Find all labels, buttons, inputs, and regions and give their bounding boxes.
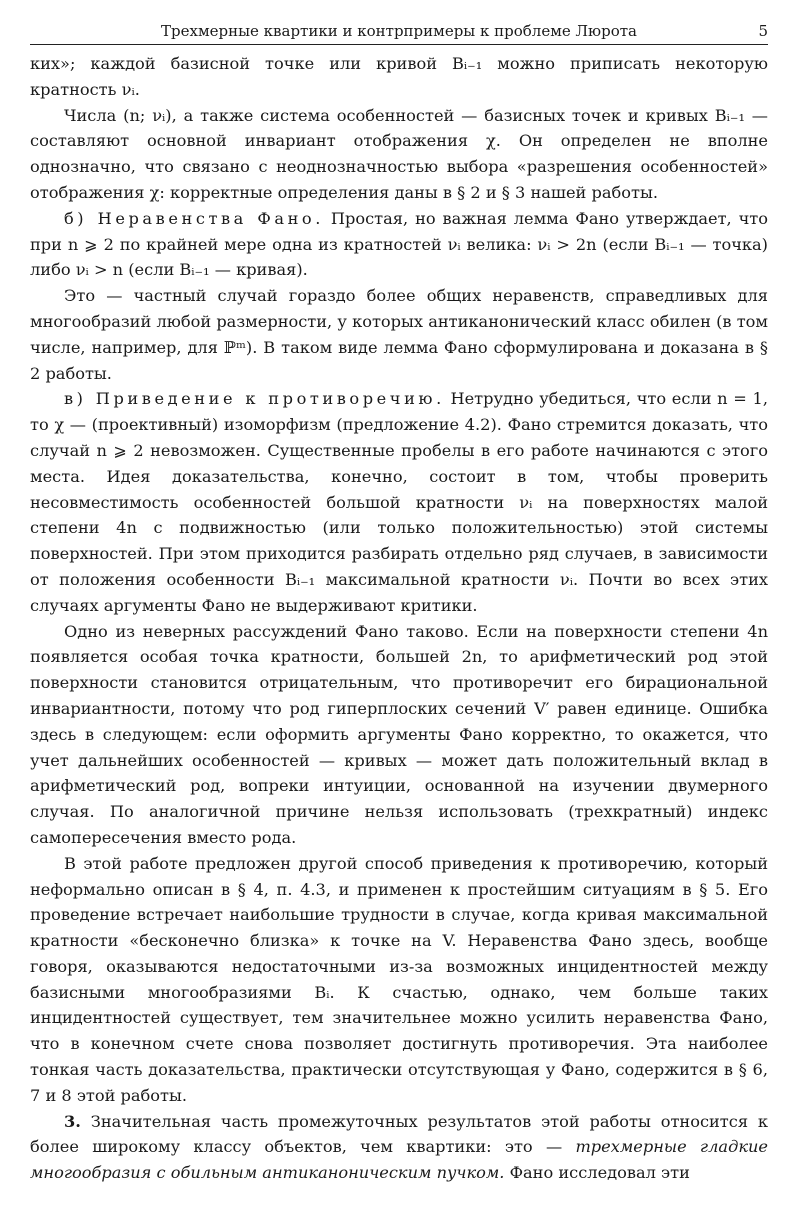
paragraph <box>30 619 768 851</box>
paragraph-text: Это — частный случай гораздо более общих неравенств, справедливых для многообразий любой размерности, у которых антиканонический класс обилен (в том числе, например, для ℙᵐ). В таком виде лемма Фано сформулирована и доказана в § 2 работы. <box>30 286 768 383</box>
paragraph-text: Числа (n; νᵢ), а также система особенностей — базисных точек и кривых Bᵢ₋₁ — составляют основной инвариант отображения χ. Он определен не вполне однозначно, что связано с неоднозначностью выбора «разрешения особенностей» отображения χ: корректные определения даны в § 2 и § 3 нашей работы. <box>30 105 768 202</box>
body-text <box>30 51 768 1186</box>
page <box>30 18 768 1186</box>
section-lead: б) Неравенства Фано. <box>64 208 324 228</box>
paragraph <box>30 283 768 386</box>
paragraph-text: Значительная часть промежуточных результатов этой работы относится к более широкому классу объектов, чем квартики: это — <box>30 1111 768 1157</box>
paragraph <box>30 103 768 206</box>
paragraph <box>30 851 768 1109</box>
paragraph-text: Одно из неверных рассуждений Фано таково. Если на поверхности степени 4n появляется особая точка кратности, большей 2n, то арифметический род этой поверхности становится отрицательным, что противоречит его бирациональной инвариантности, потому что род гиперплоских сечений V′ равен единице. Ошибка здесь в следующем: если оформить аргументы Фано корректно, то окажется, что учет дальнейших особенностей — кривых — может дать положительный вклад в арифметический род, вопреки интуиции, основанной на изучении двумерного случая. По аналогичной причине нельзя использовать (трехкратный) индекс самопересечения вместо рода. <box>30 621 768 847</box>
paragraph-text: ких»; каждой базисной точке или кривой Bᵢ₋₁ можно приписать некоторую кратность νᵢ. <box>30 54 768 99</box>
paragraph <box>30 51 768 103</box>
running-title: Трехмерные квартики и контрпримеры к проблеме Люрота <box>161 22 637 40</box>
running-header <box>30 18 768 45</box>
section-lead: в) Приведение к противоречию. <box>64 389 445 409</box>
paragraph <box>30 206 768 283</box>
section-number: 3. <box>64 1111 81 1131</box>
paragraph-text: Простая, но важная лемма Фано утверждает, что при n ⩾ 2 по крайней мере одна из кратностей νᵢ велика: νᵢ > 2n (если Bᵢ₋₁ — точка) либо νᵢ > n (если Bᵢ₋₁ — кривая). <box>30 208 768 280</box>
paragraph-text: Нетрудно убедиться, что если n = 1, то χ — (проективный) изоморфизм (предложение 4.2). Фано стремится доказать, что случай n ⩾ 2 невозможен. Существенные пробелы в его работе начинаются с этого места. Идея доказательства, конечно, состоит в том, чтобы проверить несовместимость особенностей большой кратности νᵢ на поверхностях малой степени 4n с подвижностью (или только положительностью) этой системы поверхностей. При этом приходится разбирать отдельно ряд случаев, в зависимости от положения особенности Bᵢ₋₁ максимальной кратности νᵢ. Почти во всех этих случаях аргументы Фано не выдерживают критики. <box>30 389 768 615</box>
paragraph-text: В этой работе предложен другой способ приведения к противоречию, который неформально описан в § 4, п. 4.3, и применен к простейшим ситуациям в § 5. Его проведение встречает наибольшие трудности в случае, когда кривая максимальной кратности «бесконечно близка» к точке на V. Неравенства Фано здесь, вообще говоря, оказываются недостаточными из-за возможных инцидентностей между базисными многообразиями Bᵢ. К счастью, однако, чем больше таких инцидентностей существует, тем значительнее можно усилить неравенства Фано, что в конечном счете снова позволяет достигнуть противоречия. Эта наиболее тонкая часть доказательства, практически отсутствующая у Фано, содержится в § 6, 7 и 8 этой работы. <box>30 853 768 1105</box>
paragraph <box>30 386 768 618</box>
page-number: 5 <box>758 22 768 40</box>
emphasized-text: трехмерные гладкие многообразия с обильным антиканоническим пучком. <box>30 1137 768 1183</box>
paragraph-tail: Фано исследовал эти <box>504 1163 690 1183</box>
paragraph <box>30 1109 768 1186</box>
